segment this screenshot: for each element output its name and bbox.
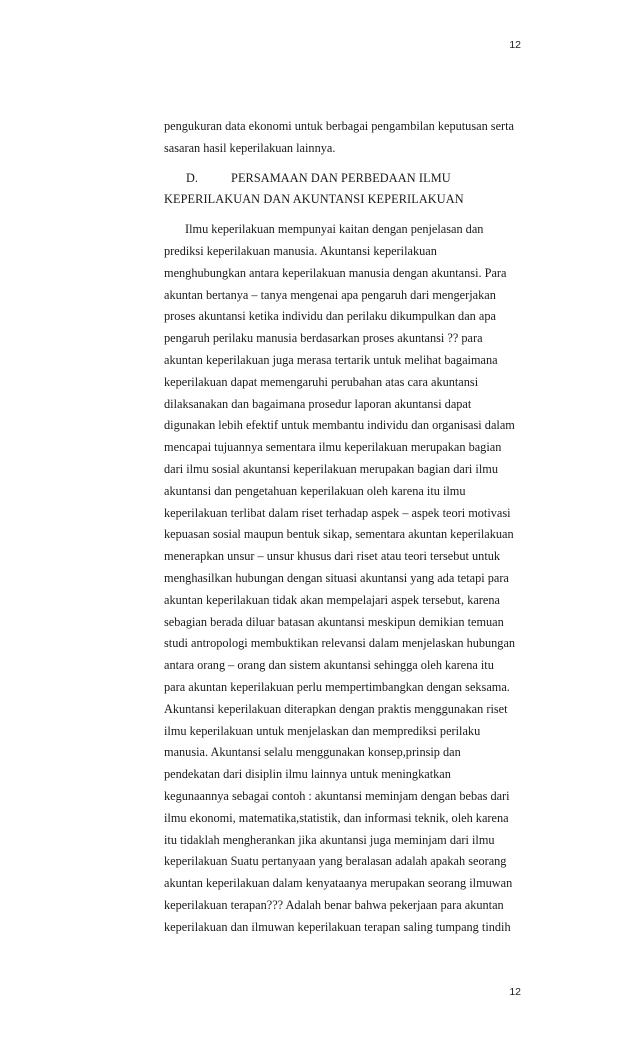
- body-line: ilmu keperilakuan untuk menjelaskan dan memprediksi perilaku: [164, 723, 481, 738]
- body-line: proses akuntansi ketika individu dan perilaku dikumpulkan dan apa: [164, 309, 496, 324]
- body-paragraph: [164, 219, 536, 938]
- body-line: dilaksanakan dan bagaimana prosedur laporan akuntansi dapat: [164, 396, 472, 411]
- body-line: keperilakuan Suatu pertanyaan yang beralasan adalah apakah seorang: [164, 854, 507, 869]
- body-line: sebagian berada diluar batasan akuntansi meskipun demikian temuan: [164, 614, 504, 629]
- body-line: keperilakuan dan ilmuwan keperilakuan terapan saling tumpang tindih: [164, 919, 511, 934]
- body-line: kegunaannya sebagai contoh : akuntansi meminjam dengan bebas dari: [164, 788, 510, 803]
- intro-line: sasaran hasil keperilakuan lainnya.: [164, 140, 336, 155]
- body-line: akuntansi dan pengetahuan keperilakuan oleh karena itu ilmu: [164, 483, 466, 498]
- body-line: Ilmu keperilakuan mempunyai kaitan dengan penjelasan dan: [185, 222, 484, 237]
- intro-line: pengukuran data ekonomi untuk berbagai pengambilan keputusan serta: [164, 119, 515, 133]
- body-line: keperilakuan terlibat dalam riset terhadap aspek – aspek teori motivasi: [164, 505, 511, 520]
- body-line: akuntan keperilakuan tidak akan mempelajari aspek tersebut, karena: [164, 592, 500, 607]
- section-title-line1: PERSAMAAN DAN PERBEDAAN ILMU: [231, 170, 451, 185]
- body-line: akuntan bertanya – tanya mengenai apa pengaruh dari mengerjakan: [164, 287, 496, 302]
- body-line: mencapai tujuannya sementara ilmu keperilakuan merupakan bagian: [164, 440, 502, 455]
- body-line: keperilakuan dapat memengaruhi perubahan atas cara akuntansi: [164, 374, 479, 389]
- body-line: dari ilmu sosial akuntansi keperilakuan merupakan bagian dari ilmu: [164, 461, 498, 476]
- body-line: menghubungkan antara keperilakuan manusia dengan akuntansi. Para: [164, 265, 507, 280]
- body-line: akuntan keperilakuan dalam kenyataanya merupakan seorang ilmuwan: [164, 876, 513, 891]
- body-line: ilmu ekonomi, matematika,statistik, dan informasi teknik, oleh karena: [164, 810, 509, 825]
- body-line: keperilakuan terapan??? Adalah benar bahwa pekerjaan para akuntan: [164, 897, 504, 912]
- section-heading: [164, 168, 536, 190]
- body-line: pengaruh perilaku manusia berdasarkan proses akuntansi ?? para: [164, 331, 483, 346]
- body-line: kepuasan sosial maupun bentuk sikap, sementara akuntan keperilakuan: [164, 527, 514, 542]
- section-title-line2: KEPERILAKUAN DAN AKUNTANSI KEPERILAKUAN: [164, 192, 464, 207]
- body-line: antara orang – orang dan sistem akuntansi sehingga oleh karena itu: [164, 658, 494, 673]
- page-body: [164, 116, 536, 938]
- body-line: menghasilkan hubungan dengan situasi akuntansi yang ada tetapi para: [164, 570, 509, 585]
- body-line: para akuntan keperilakuan perlu mempertimbangkan dengan seksama.: [164, 679, 510, 694]
- body-line: prediksi keperilakuan manusia. Akuntansi keperilakuan: [164, 243, 437, 258]
- body-line: menerapkan unsur – unsur khusus dari riset atau teori tersebut untuk: [164, 549, 501, 564]
- body-line: digunakan lebih efektif untuk membantu individu dan organisasi dalam: [164, 418, 515, 433]
- body-line: studi antropologi membuktikan relevansi dalam menjelaskan hubungan: [164, 636, 516, 651]
- body-line: itu tidaklah mengherankan jika akuntansi juga meminjam dari ilmu: [164, 832, 495, 847]
- body-line: akuntan keperilakuan juga merasa tertarik untuk melihat bagaimana: [164, 352, 498, 367]
- header-page-number: 12: [509, 39, 521, 51]
- body-line: pendekatan dari disiplin ilmu lainnya untuk meningkatkan: [164, 767, 451, 782]
- footer-page-number: 12: [509, 986, 521, 998]
- section-letter: D.: [186, 170, 198, 185]
- body-line: Akuntansi keperilakuan diterapkan dengan praktis menggunakan riset: [164, 701, 508, 716]
- body-line: manusia. Akuntansi selalu menggunakan konsep,prinsip dan: [164, 745, 461, 760]
